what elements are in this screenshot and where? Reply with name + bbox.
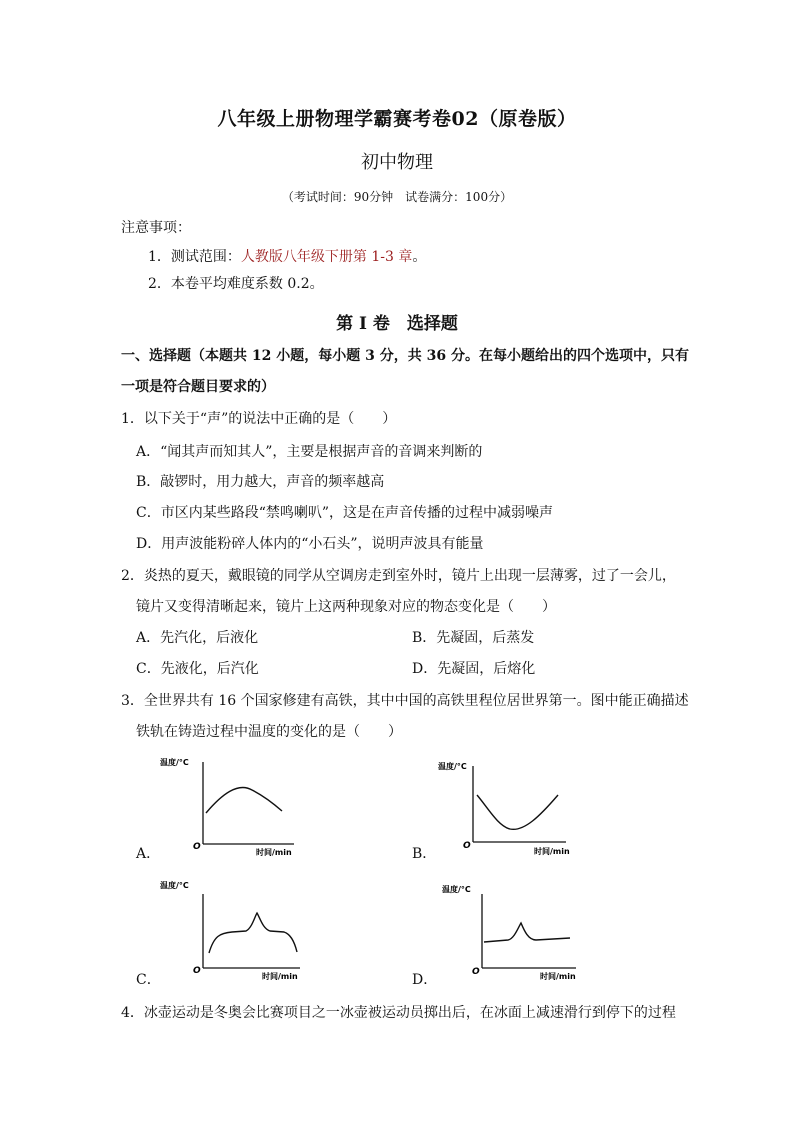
graph-c [160, 876, 320, 980]
graph-b-origin: O [463, 841, 471, 851]
question-2-option-b: B．先凝固，后蒸发 [412, 630, 535, 646]
section-title: 第 I 卷 选择题 [336, 314, 458, 334]
exam-subject: 初中物理 [361, 152, 433, 173]
question-3-option-d: D． [412, 972, 438, 988]
section-intro-line-1: 一、选择题（本题共 12 小题，每小题 3 分，共 36 分。在每小题给出的四个选项中，只有 [121, 348, 689, 364]
graph-a-y-label: 温度/°C [160, 758, 189, 767]
question-1-option-a: A．“闻其声而知其人”，主要是根据声音的音调来判断的 [136, 444, 483, 460]
question-1-option-c: C．市区内某些路段“禁鸣喇叭”，这是在声音传播的过程中减弱噪声 [136, 505, 554, 521]
graph-a [160, 756, 320, 856]
notes-item-2: 2．本卷平均难度系数 0.2。 [148, 276, 324, 292]
graph-c-x-label: 时间/min [262, 972, 298, 980]
notes-item-1-range: 人教版八年级下册第 1-3 章 [240, 249, 413, 265]
exam-title: 八年级上册物理学霸赛考卷02（原卷版） [217, 108, 577, 130]
question-3-stem-line-2: 铁轨在铸造过程中温度的变化的是（ ） [136, 724, 402, 740]
graph-c-origin: O [193, 966, 201, 976]
graph-b-y-label: 温度/°C [438, 762, 467, 771]
question-3-option-a: A． [136, 846, 161, 862]
graph-d-origin: O [472, 967, 480, 977]
graph-b [436, 760, 576, 860]
question-2-option-a: A．先汽化，后液化 [136, 630, 259, 646]
question-1-stem: 1．以下关于“声”的说法中正确的是（ ） [121, 411, 397, 427]
question-2-stem-line-1: 2．炎热的夏天，戴眼镜的同学从空调房走到室外时，镜片上出现一层薄雾，过了一会儿， [121, 568, 676, 584]
question-3-option-c: C． [136, 972, 161, 988]
graph-b-curve [477, 795, 558, 829]
graph-c-curve [209, 913, 297, 953]
question-2-option-d: D．先凝固，后熔化 [412, 661, 536, 677]
question-4-stem: 4．冰壶运动是冬奥会比赛项目之一冰壶被运动员掷出后，在冰面上减速滑行到停下的过程 [121, 1005, 676, 1021]
exam-info: （考试时间：90分钟 试卷满分：100分） [281, 190, 513, 204]
question-3-option-b: B． [412, 846, 437, 862]
graph-d-curve [484, 923, 570, 942]
question-1-option-d: D．用声波能粉碎人体内的“小石头”，说明声波具有能量 [136, 536, 484, 552]
section-intro-line-2: 一项是符合题目要求的） [121, 379, 275, 395]
graph-c-y-label: 温度/°C [160, 881, 189, 890]
question-2-stem-line-2: 镜片又变得清晰起来，镜片上这两种现象对应的物态变化是（ ） [136, 599, 556, 615]
notes-item-1-prefix: 1．测试范围： [148, 249, 241, 265]
notes-item-1-suffix: 。 [412, 249, 427, 265]
graph-a-origin: O [193, 842, 201, 852]
graph-d [436, 880, 586, 980]
graph-d-y-label: 温度/°C [442, 885, 471, 894]
graph-d-x-label: 时间/min [540, 972, 576, 980]
question-3-stem-line-1: 3．全世界共有 16 个国家修建有高铁，其中中国的高铁里程位居世界第一。图中能正确描述 [121, 693, 689, 709]
notes-heading: 注意事项： [121, 220, 191, 236]
question-1-option-b: B．敲锣时，用力越大，声音的频率越高 [136, 474, 385, 490]
graph-b-x-label: 时间/min [534, 847, 570, 856]
graph-a-curve [206, 787, 282, 813]
question-2-option-c: C．先液化，后汽化 [136, 661, 259, 677]
graph-a-x-label: 时间/min [256, 848, 292, 856]
notes-item-1 [148, 246, 426, 266]
